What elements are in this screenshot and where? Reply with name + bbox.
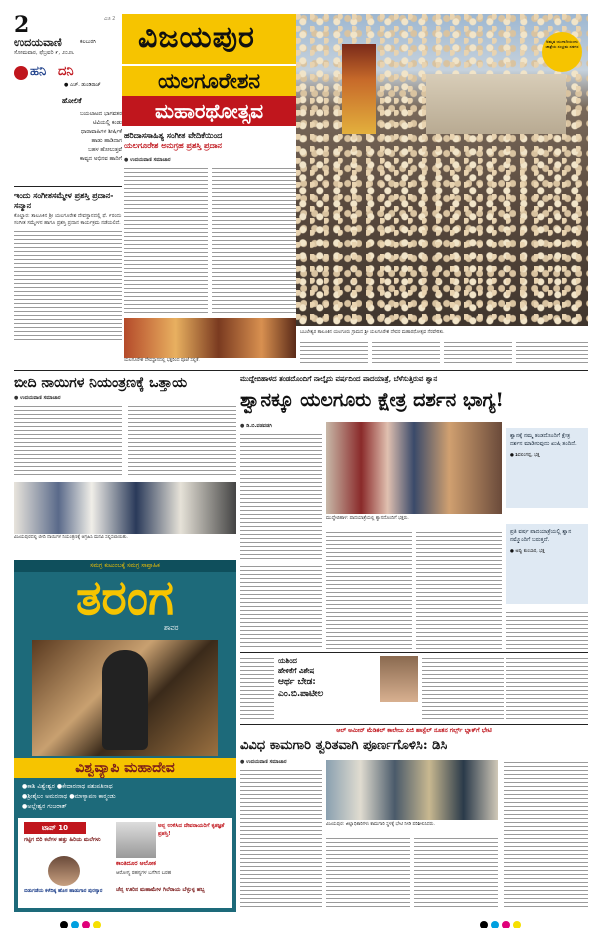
cover-bullet: ●ಅಲ್ಲೇಶ್ವರ ಗುಜರಾತ್: [22, 803, 67, 810]
portrait-2: [116, 822, 156, 858]
promo-col2: [422, 656, 504, 720]
dog-kicker: ಮುದ್ದೇಬಿಹಾಳದ ತಂಡದೊಂದಿಗೆ ನಾಲ್ಕೈದು ವರ್ಷದಿಂದ ಪಾದಯಾತ್ರೆ, ಬೆಳೆಸುತ್ತಿರುವ ಶ್ವಾನ: [240, 374, 438, 383]
promo-line1: ಯಶಿಂದ: [278, 656, 297, 665]
registration-marks-left: [60, 914, 104, 928]
bottom-headline: ವಿವಿಧ ಕಾಮಗಾರಿ ತ್ವರಿತವಾಗಿ ಪೂರ್ಣಗೊಳಿಸಿ: ಡಿಸಿ: [240, 738, 448, 753]
dog-headline-row: [240, 386, 588, 418]
column2-text: ಅನ್ನ ಉಳಿಸಿದ ದೇವರಾಯರಿಗೆ ಕೃತಜ್ಞತೆ ಪ್ರಶಸ್ತಿ!: [158, 823, 225, 837]
stray-dog-headline: ಬೀದಿ ನಾಯಿಗಳ ನಿಯಂತ್ರಣಕ್ಕೆ ಒತ್ತಾಯ: [14, 375, 188, 391]
bottom-col3: [414, 836, 498, 908]
cover-bullet: ●ಶ್ರೀಶೈಲಂ ಅಮರನಾಥ ●ಮಾಳ್ಯಾಪಣ ಕಾಠ್ಮಂಡು: [22, 793, 116, 800]
rathotsava-caption-row: [300, 330, 588, 338]
stray-dog-col1: [14, 404, 122, 478]
bottom-byline: ● ಉದಯವಾಣಿ ಸಮಾಚಾರ: [240, 759, 287, 765]
continuation-col1: [300, 340, 368, 366]
poem-line: ಕಾವ್ಯದ ಅಭಿನವ ಹಾದಿಗೆ: [79, 156, 122, 162]
poem-line: ಧಾರಾವಾಹಿಗಳ ಶೀರ್ಷಿಕೆ: [80, 129, 122, 135]
hanidani-author: ● ಎಚ್. ಡುಂಡಿರಾಜ್: [64, 82, 101, 88]
dog-headline: ಶ್ವಾನಕ್ಕೂ ಯಲಗೂರು ಕ್ಷೇತ್ರ ದರ್ಶನ ಭಾಗ್ಯ!: [240, 389, 504, 411]
quote-2-text: ಪ್ರತಿ ವರ್ಷ ಪಾದಯಾತ್ರೆಯಲ್ಲಿ ಶ್ವಾನ ನಮ್ಮೊಂದಿಗೆ ಬರುತ್ತದೆ.: [510, 529, 572, 543]
main-subhead-l1: ಹರಿದಾಸಸಾಹಿತ್ಯ ಸಂಗೀತ ವೇದಿಕೆಯಿಂದ: [124, 130, 223, 140]
column3-text: ಚೆನ್ನ ಊರಿನ ಮಹಾಮೇಳ ಗಿಲೆರಾಯ ಬೆಳ್ಳುಳ್ಳ ಹಬ್ಬ: [116, 887, 205, 893]
promo-line4: ಎಂ.ಬಿ.ಪಾಟೀಲ: [278, 689, 324, 699]
taranga-inner-panel: [18, 818, 232, 908]
bottom-col2: [326, 836, 410, 908]
bottom-col4: [504, 760, 588, 908]
sangeet-story: [14, 190, 122, 350]
main-body-col2: [212, 166, 296, 316]
paper-subtitle: ಕಲಬುರಗಿ: [80, 39, 96, 45]
main-body: [124, 156, 296, 316]
promo-col3: [506, 656, 588, 720]
cover-bullet: ●ಕಾಶಿ ವಿಶ್ವೇಶ್ವರ ●ಕೇದಾರನಾಥ ಪಶುಪತಿನಾಥ: [22, 783, 113, 790]
bottom-left-text: ಬಿಡುಗಡೆಯ ಕಳೆದಿಕ್ಕ ಹೊಸ ಹಾಡುಗಾರ ಪುರಸ್ಕಾರ: [24, 888, 103, 894]
portrait-1: [48, 856, 80, 886]
registration-marks-right: [480, 914, 524, 928]
dog-col-left2: [240, 564, 322, 650]
dog-col-left: [240, 432, 322, 560]
date-line: ಸೋಮವಾರ, ಫೆಬ್ರವರಿ ೯, ೨೦೨೬: [14, 50, 75, 56]
rathotsava-photo: [296, 14, 588, 326]
main-byline: ● ಉದಯವಾಣಿ ಸಮಾಚಾರ: [124, 157, 171, 163]
promo-left-col: [240, 656, 274, 720]
poem-body: [32, 110, 122, 164]
edition-tag: ವಿಜಿ 2: [104, 16, 116, 22]
dog-photo: [326, 422, 502, 514]
city-banner: [122, 14, 298, 64]
hanidani-title-a: ಹನಿ: [30, 64, 47, 79]
chariot-figure: [342, 44, 376, 134]
sangeet-headline: ಇಂದು ಸಂಗೀತಸಮ್ಮೇಳ ಪ್ರಶಸ್ತಿ ಪ್ರದಾನ-ಸನ್ಮಾನ: [14, 190, 114, 210]
bottom-headline-row: [240, 736, 588, 756]
promo-line3: ಆರ್ಥ ಬೇಡ:: [278, 677, 316, 687]
divider: [240, 652, 588, 653]
stray-dog-byline: ● ಉದಯವಾಣಿ ಸಮಾಚಾರ: [14, 395, 61, 401]
bottom-kicker-row: [240, 726, 588, 736]
sangeet-body: [14, 229, 122, 341]
pooja-caption: ಯಲಗೂರೇಶ ದೇವಸ್ಥಾನದಲ್ಲಿ ಭಕ್ತರಿಂದ ಪೂಜೆ ಸಲ್ಲಿಕೆ.: [124, 358, 200, 363]
city-name: ವಿಜಯಪುರ: [138, 20, 255, 55]
dog-col-mid1: [326, 530, 412, 650]
paper-name: ಉದಯವಾಣಿ: [14, 36, 62, 49]
divider: [240, 724, 588, 725]
main-headline-l1: ಯಲಗೂರೇಶನ: [157, 68, 261, 93]
continuation-col4: [516, 340, 588, 366]
poem-line: ಹಾಡು ಹಾಡಿದಾಗ: [91, 138, 122, 144]
hanidani-title-b: ದನಿ: [58, 64, 74, 79]
main-subhead-l2: ಯಲಗೂರೇಶ ಅನುಗ್ರಹ ಪ್ರಶಸ್ತಿ ಪ್ರದಾನ: [124, 140, 222, 150]
taranga-brand: ತರಂಗ: [75, 570, 175, 626]
cover-title-bar: [14, 758, 236, 778]
taranga-brand-sub: ಶಾವರ: [164, 624, 179, 632]
quote-2-author: ● ಅಪ್ಪು ಕುಂಬಾರ, ಭಕ್ತ: [510, 549, 545, 554]
taranga-cover-photo: [32, 640, 218, 756]
dog-byline: ● ಡಿ.ಬಿ.ವಡವಡಗಿ: [240, 423, 272, 429]
main-subhead: [124, 130, 296, 150]
hanidani-box: [14, 66, 122, 184]
stray-dog-col2: [128, 404, 236, 478]
cover-title: ವಿಶ್ವವ್ಯಾಪಿ ಮಹಾದೇವ: [75, 760, 175, 776]
stray-dog-photo: [14, 482, 236, 534]
poem-line: ಬಹಳ ಹೋಲುತ್ತವೆ: [88, 147, 122, 153]
top10-text: ಗಟ್ಟಿಗ ಬಿರಿ ಕಲೆಗಳ ಹತ್ತು ಹಿರಿಯ ಮಲೆಗಳು: [24, 837, 101, 843]
right-badge: ಅಮೃತ ಯುಗಾದಿಯಂದು ಜಾತ್ರೆಯ ಸಂಭ್ರಮ ಸಡಗರ: [542, 32, 582, 72]
rathotsava-caption: ಬಬಲೇಶ್ವರ ತಾಲೂಕಿನ ಯಲಗೂರು ಗ್ರಾಮದ ಶ್ರೀ ಯಲಗೂರೇಶ ದೇವರ ಮಹಾರಥೋತ್ಸವ ನೆರವೇರಿತು.: [300, 330, 445, 335]
promo-box: [278, 656, 378, 720]
hanidani-icon: [14, 66, 28, 80]
dog-col-right: [506, 610, 588, 650]
divider: [14, 186, 122, 187]
building-figure: [426, 74, 566, 134]
pooja-photo: [124, 318, 296, 358]
stray-dog-caption: ವಿಜಯಪುರದಲ್ಲಿ ಬೀದಿ ನಾಯಿಗಳ ನಿಯಂತ್ರಣಕ್ಕೆ ಆಗ್ರಹಿಸಿ ಮನವಿ ಸಲ್ಲಿಸಲಾಯಿತು.: [14, 535, 128, 540]
quote-1-text: ಶ್ವಾನಕ್ಕೆ ನಮ್ಮ ತಂಡದೊಂದಿಗೆ ಕ್ಷೇತ್ರ ದರ್ಶನ ಮಾಡಿಸುವುದು ಖುಷಿ ತಂದಿದೆ.: [510, 433, 577, 447]
stray-dog-story: [14, 374, 236, 544]
continuation-col3: [444, 340, 512, 366]
dog-kicker-row: [240, 374, 588, 386]
bottom-col1: [240, 768, 322, 908]
bottom-photo: [326, 760, 498, 820]
main-body-col1: [124, 166, 208, 316]
main-headline-l2: ಮಹಾರಥೋತ್ಸವ: [122, 96, 296, 126]
promo-portrait: [380, 656, 418, 702]
taranga-tagline: ಸಮಗ್ರ ಕುಟುಂಬಕ್ಕೆ ಸಮಗ್ರ ಸಾಪ್ತಾಹಿಕ: [14, 560, 236, 572]
bottom-kicker: ಆಲ್ ಅಮೀನ್ ಮೆಡಿಕಲ್ ಕಾಲೇಜು ಪಿಜಿ ಹಾಸ್ಟೆಲ್ ನೂತನ ಗರ್ಲ್ಸ್ ಬ್ಲಾಕ್‌ಗೆ ಭೇಟಿ: [336, 727, 492, 734]
dog-photo-caption: ಮುದ್ದೇಬಿಹಾಳ: ಪಾದಯಾತ್ರೆಯಲ್ಲಿ ಶ್ವಾನದೊಂದಿಗೆ ಭಕ್ತರು.: [326, 516, 409, 521]
bottom-photo-caption: ವಿಜಯಪುರ: ಜಿಲ್ಲಾಧಿಕಾರಿಗಳು ಕಾಮಗಾರಿ ಸ್ಥಳಕ್ಕೆ ಭೇಟಿ ನೀಡಿ ಪರಿಶೀಲಿಸಿದರು.: [326, 822, 435, 827]
cover-bullets: [22, 782, 228, 812]
shiva-linga-figure: [102, 650, 148, 750]
dog-col-mid2: [416, 530, 502, 650]
poem-title: ಹೋಲಿಕೆ: [62, 96, 82, 105]
quote-1-author: ● ಶಿವಲಿಂಗಪ್ಪ, ಭಕ್ತ: [510, 453, 540, 458]
masthead: [14, 12, 124, 62]
poem-line: ಬಯಲಾಟದ ಭಾಗವತರ: [79, 111, 122, 117]
page-number: 2: [14, 12, 30, 38]
column1-title: ಕಾಂತಿದೂರ ಆಲೋಕ: [116, 860, 156, 867]
quote-box-1: [506, 428, 588, 508]
sangeet-lead: ಕೊಲ್ಹಾರ: ತಾಲೂಕಿನ ಶ್ರೀ ಯಲಗೂರೇಶ ದೇವಸ್ಥಾನದಲ್ಲಿ ಫೆ. ೯ರಂದು ಸಂಗೀತ ಸಮ್ಮೇಳನ ಹಾಗೂ ಪ್ರಶಸ್ತಿ ಪ್ರದಾನ ಕಾರ್ಯಕ್ರಮ ನಡೆಯಲಿದೆ.: [14, 213, 122, 226]
column1-text: ಆರೋಗ್ಯ ರಹಸ್ಯಗಳ ಬಗೆಗಿನ ಬರಹ: [116, 870, 172, 876]
quote-box-2: [506, 524, 588, 604]
divider: [14, 370, 588, 371]
main-banner: [122, 66, 296, 126]
continuation-col2: [372, 340, 440, 366]
taranga-ad: [14, 560, 236, 912]
poem-line: ಟಿವಿಯಲ್ಲಿ ಕಂಡು: [92, 120, 122, 126]
top10-label: ಟಾಪ್ 10: [24, 822, 86, 834]
promo-line2: ಹೇಳಿಕೆಗೆ ವಿಶೇಷ: [278, 666, 315, 675]
